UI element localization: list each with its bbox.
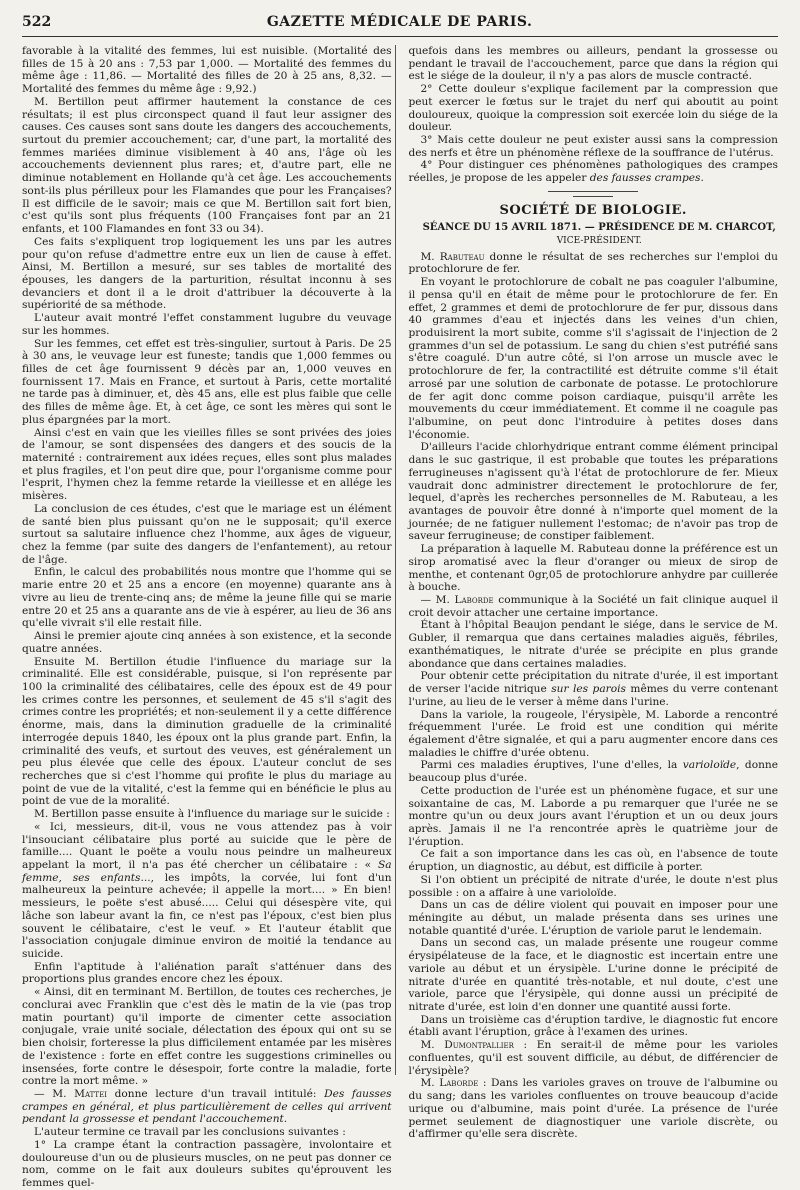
text-run: « Ici, messieurs, dit-il, vous ne vous attendez pas à voir l'insouciant célibataire plus porté au suicide que le père de famille.... Quant le poëte a voulu nous peindre un malheureux appelant la mort, il n'a pas été chercher un célibataire : « xyxy=(22,820,392,871)
text-run: Parmi ces maladies éruptives, l'une d'elles, la xyxy=(420,759,683,772)
text-run: M. xyxy=(420,250,440,263)
section-divider xyxy=(548,191,638,192)
paragraph: Cette production de l'urée est un phénomène fugace, et sur une soixantaine de cas, M. Laborde a pu remarquer que l'urée ne se montre qu'un ou deux jours avant l'éruption et un ou deux jours après. Jamais il ne l'a rencontrée après le quatrième jour de l'éruption. xyxy=(408,784,778,848)
author-name: Dumontpallier xyxy=(444,1039,514,1052)
paragraph: L'auteur avait montré l'effet constamment lugubre du veuvage sur les hommes. xyxy=(22,312,392,337)
paragraph: Dans un second cas, un malade présente une rougeur comme érysipélateuse de la face, et le diagnostic est incertain entre une variole au début et un érysipèle. L'urine donne le précipité de nitrate d'urée en quantité très-notable, et nul doute, c'est une variole, parce que l'érysipèle, qui donne aussi un précipité de nitrate d'urée, est loin d'en donner une quantité aussi forte. xyxy=(408,937,778,1014)
author-name: Laborde xyxy=(439,1077,479,1090)
paragraph: favorable à la vitalité des femmes, lui est nuisible. (Mortalité des filles de 15 à 20 ans : 7,53 par 1,000. — Mortalité des femmes du même âge : 11,86. — Mortalité des filles de 20 à 25 ans, 8,32. — Mortalité des femmes du même âge : 9,92.) xyxy=(22,45,392,96)
paragraph: Ce fait a son importance dans les cas où, en l'absence de toute éruption, un diagnostic, au début, est difficile à porter. xyxy=(408,848,778,874)
paragraph: M. Bertillon passe ensuite à l'influence du mariage sur le suicide : xyxy=(34,808,390,821)
italic-run: des fausses crampes xyxy=(589,172,701,185)
paragraph: La conclusion de ces études, c'est que le mariage est un élément de santé bien plus puissant qu'on ne le supposait; qu'il exerce surtout sa salutaire influence chez l'homme, aux âges de vigueur, chez la femme (par suite des dangers de l'enfantement), au retour de l'âge. xyxy=(22,502,392,566)
author-name: Rabuteau xyxy=(439,250,485,263)
paragraph: La préparation à laquelle M. Rabuteau donne la préférence est un sirop aromatisé avec la fleur d'oranger ou mieux de sirop de menthe, et contenant 0gr,05 de protochlorure anhydre par cuillerée à bouche. xyxy=(408,543,778,594)
running-header xyxy=(22,14,778,37)
text-run: M. xyxy=(420,1039,445,1052)
text-run: . xyxy=(700,172,704,185)
text-run: Pour obtenir cette précipitation du nitrate d'urée, il est important de verser l'acide nitrique xyxy=(408,670,778,696)
paragraph xyxy=(22,1088,392,1126)
text-run: M. xyxy=(420,1077,440,1090)
paragraph: Dans la variole, la rougeole, l'érysipèle, M. Laborde a rencontré fréquemment l'urée. Le froid est une condition qui mérite également d'être signalée, et qui a paru augmenter encore dans ces maladies le chiffre d'urée obtenu. xyxy=(408,708,778,759)
paragraph: Sur les femmes, cet effet est très-singulier, surtout à Paris. De 25 à 30 ans, le veuvage leur est funeste; tandis que 1,000 femmes ou filles de cet âge fournissent 9 décès par an, 1,000 veuves en fournissent 17. Mais en France, et surtout à Paris, cette mortalité ne tarde pas à diminuer, et, dès 45 ans, elle est plus faible que celle des filles de même âge. Et, à cet âge, ce sont les mères qui sont le plus épargnées par la mort. xyxy=(22,337,392,426)
journal-title: GAZETTE MÉDICALE DE PARIS. xyxy=(266,14,533,30)
right-column xyxy=(408,45,779,1141)
society-heading: SOCIÉTÉ DE BIOLOGIE. xyxy=(499,202,687,218)
text-run: donne le résultat de ses recherches sur l'emploi du protochlorure de fer. xyxy=(408,250,778,276)
paragraph: 2° Cette douleur s'explique facilement par la compression que peut exercer le fœtus sur le trajet du nerf qui aboutit au point douloureux, quoique la compression soit exercée loin du siége de la douleur. xyxy=(408,83,778,134)
text-run: — M. xyxy=(420,594,455,607)
italic-run: sur les parois xyxy=(551,683,626,696)
italic-run: Sa femme, ses enfants xyxy=(22,859,392,884)
paragraph: Ensuite M. Bertillon étudie l'influence du mariage sur la criminalité. Elle est considérable, puisque, si l'on représente par 100 la criminalité des célibataires, celle des époux est de 49 pour les crimes contre les personnes, et seulement de 45 s'il s'agit des crimes contre les propriétés; et non-seulement il y a cette différence énorme, mais, dans la diminution graduelle de la criminalité interrogée depuis 1840, les époux ont la plus grande part. Enfin, la criminalité des veufs, et surtout des veuves, est généralement un peu plus élevée que celle des époux. L'auteur conclut de ses recherches que si c'est l'homme qui profite le plus du mariage au point de vue de la vitalité, c'est la femme qui en bénéficie le plus au point de vue de la moralité. xyxy=(22,655,392,808)
column-rule xyxy=(395,45,406,1075)
paragraph: Étant à l'hôpital Beaujon pendant le siége, dans le service de M. Gubler, il remarqua que dans certaines maladies aiguës, fébriles, exanthématiques, le nitrate d'urée se précipite en plus grande abondance que dans certaines maladies. xyxy=(408,619,778,670)
page-number: 522 xyxy=(22,14,52,30)
text-run: ..., les impôts, la corvée, lui font d'un malheureux la peinture achevée; il appelle la mort.... » En bien! messieurs, le poëte s'est abusé..... Celui qui désespère vite, qui lâche son labeur avant la fin, ce n'est pas l'époux, c'est bien plus souvent le célibataire, c'est le veuf. » Et l'auteur établit que l'association conjugale diminue environ de moitié la tendance au suicide. xyxy=(22,871,392,961)
italic-title: Des fausses crampes en général, et plus particulièrement de celles qui arrivent pendant la grossesse et pendant l'accouchement. xyxy=(22,1087,392,1126)
text-run: donne lecture d'un travail intitulé: xyxy=(106,1087,325,1100)
paragraph: Dans un troisième cas d'éruption tardive, le diagnostic fut encore établi avant l'éruption, grâce à l'examen des urines. xyxy=(408,1013,778,1039)
ornament xyxy=(573,196,613,197)
paragraph: Ainsi c'est en vain que les vieilles filles se sont privées des joies de l'amour, se sont dispensées des dangers et des soucis de la maternité : contrairement aux idées reçues, elles sont plus malades et plus fragiles, et l'on peut dire que, pour l'organisme comme pour l'esprit, l'hymen chez la femme retarde la vieillesse et en allége les misères. xyxy=(22,426,392,503)
paragraph: Enfin l'aptitude à l'aliénation paraît s'atténuer dans des proportions plus grandes encore chez les époux. xyxy=(22,960,392,986)
paragraph: M. Bertillon peut affirmer hautement la constance de ces résultats; il est plus circonspect quand il faut leur assigner des causes. Ces causes sont sans doute les dangers des accouchements, surtout du premier accouchement; car, d'une part, la mortalité des femmes mariées diminue visiblement à 40 ans, l'âge où les accouchements deviennent plus rares; et, d'autre part, elle ne diminue notablement en Hollande qu'à cet âge. Les accouchements sont-ils plus périlleux pour les Flamandes que pour les Françaises? Il est difficile de le savoir; mais ce que M. Bertillon sait fort bien, c'est qu'ils sont plus fréquents (100 Françaises font par an 21 enfants, et 100 Flamandes en font 33 ou 34). xyxy=(22,95,392,236)
quote-paragraph xyxy=(22,821,392,961)
paragraph: Dans un cas de délire violent qui pouvait en imposer pour une méningite au début, un malade présenta dans ses urines une notable quantité d'urée. L'éruption de variole parut le lendemain. xyxy=(408,899,778,937)
text-run: 4° Pour distinguer ces phénomènes pathologiques des crampes réelles, je propose de les appeler xyxy=(408,159,778,185)
paragraph xyxy=(408,759,778,784)
text-run: communique à la Société un fait clinique auquel il croit devoir attacher une certaine importance. xyxy=(408,594,778,619)
paragraph: L'auteur termine ce travail par les conclusions suivantes : xyxy=(34,1126,346,1139)
text-run: — M. xyxy=(34,1087,75,1100)
text-run: : Dans les varioles graves on trouve de l'albumine ou du sang; dans les varioles confluentes on trouve beaucoup d'acide urique ou d'albumine, mais point d'urée. La présence de l'urée permet seulement de diagnostiquer une variole discrète, ou d'affirmer qu'elle sera discrète. xyxy=(408,1077,778,1141)
paragraph: 3° Mais cette douleur ne peut exister aussi sans la compression des nerfs et être un phénomène réflexe de la souffrance de l'utérus. xyxy=(408,134,778,159)
left-column xyxy=(22,45,392,1189)
paragraph: Ces faits s'expliquent trop logiquement les uns par les autres pour qu'on refuse d'admettre entre eux un lien de cause à effet. Ainsi, M. Bertillon a mesuré, sur ses tables de mortalité des épouses, les dangers de la parturition, résultat inconnu à ses devanciers et dont il a le droit d'attribuer la découverte à la supériorité de sa méthode. xyxy=(22,235,392,312)
author-name: Mattei xyxy=(74,1087,107,1100)
text-run: mêmes du verre contenant l'urine, au lieu de le verser à même dans l'urine. xyxy=(408,683,778,708)
paragraph: 1° La crampe étant la contraction passagère, involontaire et douloureuse d'un ou de plusieurs muscles, on ne peut pas donner ce nom, comme on le fait aux douleurs subites qu'éprouvent les femmes quel- xyxy=(22,1138,392,1189)
paragraph: quefois dans les membres ou ailleurs, pendant la grossesse ou pendant le travail de l'accouchement, parce que dans la région qui est le siége de la douleur, il n'y a pas alors de muscle contracté. xyxy=(408,45,778,83)
italic-run: varioloïde xyxy=(682,759,737,772)
paragraph: D'ailleurs l'acide chlorhydrique entrant comme élément principal dans le suc gastrique, il est probable que toutes les préparations ferrugineuses n'agissent qu'à l'état de protochlorure de fer. Mieux vaudrait donc administrer directement le protochlorure de fer, lequel, d'après les recherches personnelles de M. Rabuteau, a les avantages de pouvoir être donné à n'importe quel moment de la journée; de ne fatiguer nullement l'estomac; de n'avoir pas trop de saveur ferrugineuse; de constiper faiblement. xyxy=(408,441,778,543)
paragraph xyxy=(408,1039,778,1077)
paragraph: Enfin, le calcul des probabilités nous montre que l'homme qui se marie entre 20 et 25 ans a encore (en moyenne) quarante ans à vivre au lieu de trente-cinq ans; de même la jeune fille qui se marie entre 20 et 25 ans a quarante ans de vie à espérer, au lieu de 36 ans qu'elle vivrait s'il elle restait fille. xyxy=(22,566,392,630)
paragraph xyxy=(408,594,778,619)
columns xyxy=(22,45,779,1189)
paragraph xyxy=(408,1077,778,1141)
session-line: SÉANCE DU 15 AVRIL 1871. — PRÉSIDENCE DE M. CHARCOT, xyxy=(422,221,776,233)
text-run: , donne beaucoup plus d'urée. xyxy=(408,759,779,785)
paragraph: Ainsi le premier ajoute cinq années à son existence, et la seconde quatre années. xyxy=(22,630,392,655)
paragraph: Si l'on obtient un précipité de nitrate d'urée, le doute n'est plus possible : on a affaire à une varioloïde. xyxy=(408,873,778,899)
paragraph xyxy=(408,251,778,276)
author-name: Laborde xyxy=(454,594,494,607)
text-run: : En serait-il de même pour les varioles confluentes, qu'il est souvent difficile, au début, de différencier de l'érysipèle? xyxy=(408,1039,778,1077)
vice-president-line: VICE-PRÉSIDENT. xyxy=(556,235,642,246)
paragraph: « Ainsi, dit en terminant M. Bertillon, de toutes ces recherches, je conclurai avec Franklin que c'est dès le matin de la vie (pas trop matin pourtant) qu'il importe de cimenter cette association conjugale, vraie unité sociale, délectation des époux qui ont su se bien choisir, forteresse la plus difficilement entamée par les misères de l'existence : forte en effet contre les suggestions criminelles ou insensées, forte contre le désespoir, forte contre la maladie, forte contre la mort même. » xyxy=(22,986,392,1088)
paragraph: En voyant le protochlorure de cobalt ne pas coaguler l'albumine, il pensa qu'il en était de même pour le protochlorure de fer. En effet, 2 grammes et demi de protochlorure de fer pur, dissous dans 40 grammes d'eau et injectés dans les veines d'un chien, produisirent la mort subite, comme s'il s'agissait de l'injection de 2 grammes d'un sel de potassium. Le sang du chien s'est putréfié sans s'être coagulé. D'un autre côté, si l'on arrose un muscle avec le protochlorure de fer, la contractilité est détruite comme s'il était arrosé par une solution de carbonate de potasse. Le protochlorure de fer agit donc comme poison cardiaque, puisqu'il arrête les mouvements du cœur immédiatement. Et comme il ne coagule pas l'albumine, on peut donc l'introduire à petites doses dans l'économie. xyxy=(408,276,778,441)
paragraph xyxy=(408,670,778,708)
paragraph xyxy=(408,159,778,184)
